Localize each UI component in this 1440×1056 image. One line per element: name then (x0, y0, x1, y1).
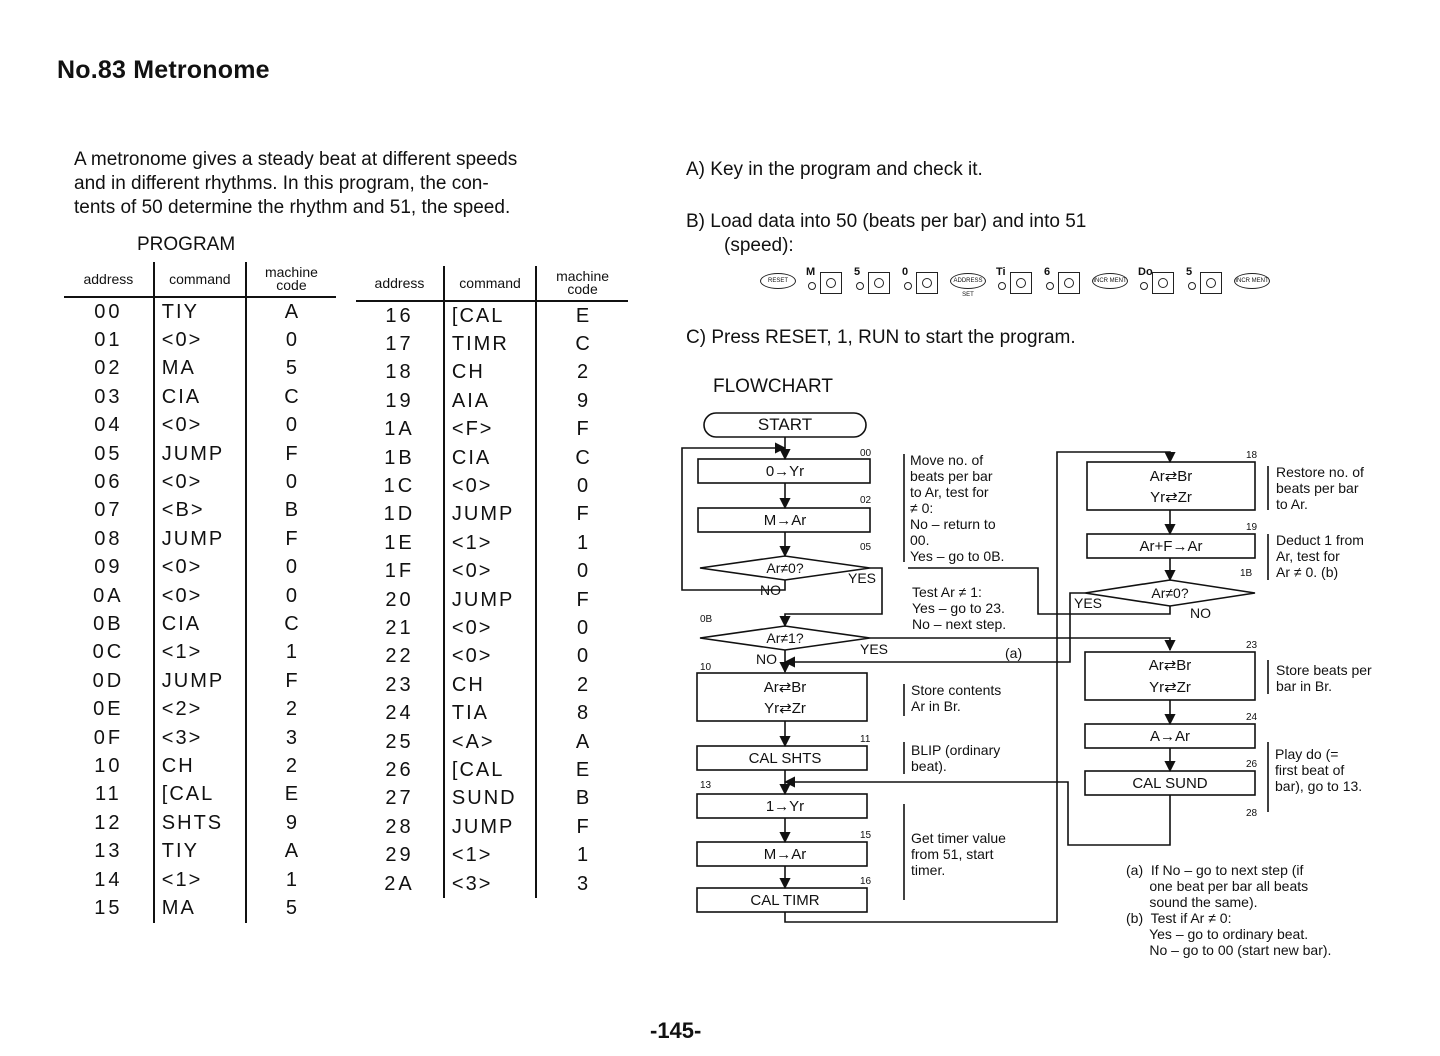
address-cell: 2A (384, 872, 415, 895)
address-cell: 1E (384, 531, 415, 554)
address-cell: 09 (94, 556, 123, 579)
note-line: to Ar, test for (910, 484, 989, 500)
decision-label: Ar≠1? (766, 630, 804, 646)
machine-code-cell: B (246, 497, 336, 525)
box-label: 0→Yr (765, 463, 805, 480)
command-cell: <3> (154, 724, 246, 752)
address-cell: 21 (385, 616, 414, 639)
box-label: Yr⇄Zr (764, 700, 806, 717)
address-cell: 03 (94, 385, 123, 408)
box-label: A→Ar (1149, 728, 1191, 745)
command-cell: CIA (444, 444, 536, 472)
footnotes (1126, 862, 1331, 958)
machine-code-cell: 0 (246, 554, 336, 582)
box-label: M→Ar (763, 512, 807, 529)
address-cell: 24 (385, 702, 414, 725)
machine-code-cell: A (536, 728, 628, 756)
command-cell: CIA (154, 383, 246, 411)
page-number: -145- (650, 1018, 702, 1043)
machine-code-cell: E (246, 781, 336, 809)
footnote-line: sound the same). (1126, 894, 1258, 910)
a-mark: (a) (1005, 645, 1023, 661)
address-cell: 27 (385, 787, 414, 810)
address-cell: 26 (385, 758, 414, 781)
address-cell: 0F (93, 726, 124, 749)
command-cell: SHTS (154, 809, 246, 837)
command-cell: CH (444, 359, 536, 387)
step-number: 18 (1246, 450, 1258, 461)
digit-key-icon: 5 (854, 268, 892, 294)
function-key-icon: RESET (760, 273, 796, 289)
command-cell: MA (154, 894, 246, 922)
command-cell: [CAL (444, 301, 536, 330)
note-line: to Ar. (1276, 496, 1308, 512)
command-cell: <1> (444, 529, 536, 557)
command-cell: <0> (154, 468, 246, 496)
machine-code-cell: 0 (246, 582, 336, 610)
machine-code-cell: C (246, 610, 336, 638)
address-cell: 0B (93, 612, 124, 635)
command-cell: SUND (444, 785, 536, 813)
note-line: No – next step. (912, 616, 1007, 632)
note-line: Test Ar ≠ 1: (912, 584, 982, 600)
step-number: 24 (1246, 712, 1258, 723)
decision-label: Ar≠0? (766, 560, 804, 576)
step-number: 16 (860, 876, 872, 887)
command-cell: <0> (154, 326, 246, 354)
address-cell: 1B (384, 446, 415, 469)
step-number: 26 (1246, 759, 1258, 770)
machine-code-cell: 1 (536, 841, 628, 869)
machine-code-cell: 3 (536, 870, 628, 898)
note-line: Get timer value (911, 830, 1006, 846)
command-cell: JUMP (444, 586, 536, 614)
header-address: address (356, 266, 444, 301)
note-line: Ar in Br. (911, 698, 961, 714)
machine-code-cell: F (246, 667, 336, 695)
note-line: Play do (= (1275, 746, 1339, 762)
start-label: START (757, 415, 813, 434)
address-cell: 08 (94, 527, 123, 550)
decision-label: Ar≠0? (1151, 585, 1189, 601)
note-store-beats (1276, 662, 1372, 694)
address-cell: 20 (385, 588, 414, 611)
function-key-icon: ADDRESS SET (950, 273, 986, 289)
intro-line: tents of 50 determine the rhythm and 51, the speed. (74, 197, 511, 218)
note-line: No – return to (910, 516, 996, 532)
page-title: No.83 Metronome (57, 56, 270, 84)
address-cell: 1D (383, 503, 416, 526)
address-cell: 18 (385, 361, 414, 384)
intro-line: and in different rhythms. In this program, the con- (74, 173, 489, 194)
command-cell: <0> (154, 554, 246, 582)
header-command: command (444, 266, 536, 301)
command-cell: TIA (444, 699, 536, 727)
command-cell: <0> (154, 582, 246, 610)
address-cell: 00 (94, 300, 123, 323)
step-number: 28 (1246, 808, 1258, 819)
step-number: 23 (1246, 640, 1258, 651)
note-line: BLIP (ordinary (911, 742, 1001, 758)
command-cell: JUMP (154, 525, 246, 553)
command-cell: <F> (444, 416, 536, 444)
yes-label: YES (848, 570, 877, 586)
note-restore-beats (1276, 464, 1364, 512)
note-line: bar), go to 13. (1275, 778, 1363, 794)
machine-code-cell: F (536, 416, 628, 444)
machine-code-cell: 0 (536, 472, 628, 500)
digit-key-icon: Ti (996, 268, 1034, 294)
machine-code-cell: C (246, 383, 336, 411)
machine-code-cell: 1 (246, 639, 336, 667)
command-cell: TIY (154, 837, 246, 865)
address-cell: 02 (94, 357, 123, 380)
address-cell: 13 (94, 840, 123, 863)
address-cell: 28 (385, 815, 414, 838)
note-line: 00. (910, 532, 930, 548)
command-cell: TIMR (444, 330, 536, 358)
box-label: CAL TIMR (750, 892, 820, 909)
box-label: 1→Yr (765, 798, 805, 815)
machine-code-cell: A (246, 837, 336, 865)
address-cell: 0A (93, 584, 124, 607)
machine-code-cell: 1 (246, 866, 336, 894)
step-number: 10 (700, 662, 712, 673)
machine-code-cell: 2 (536, 359, 628, 387)
step-number: 13 (700, 780, 712, 791)
digit-key-icon: 5 (1186, 268, 1224, 294)
note-line: timer. (911, 862, 946, 878)
machine-code-cell: F (246, 525, 336, 553)
machine-code-cell: 0 (246, 468, 336, 496)
header-machine-code: machine code (536, 266, 628, 301)
note-line: Ar, test for (1276, 548, 1340, 564)
footnote-line: (b) Test if Ar ≠ 0: (1126, 910, 1232, 926)
intro-line: A metronome gives a steady beat at different speeds (74, 149, 518, 170)
machine-code-cell: 0 (536, 614, 628, 642)
machine-code-cell: 9 (246, 809, 336, 837)
command-cell: JUMP (444, 813, 536, 841)
note-store-contents (911, 682, 1001, 714)
note-line: from 51, start (911, 846, 994, 862)
command-cell: CH (444, 671, 536, 699)
note-play-do (1275, 746, 1362, 794)
machine-code-cell: 5 (246, 355, 336, 383)
no-label: NO (1190, 605, 1211, 621)
machine-code-cell: F (246, 440, 336, 468)
note-line: Yes – go to 0B. (910, 548, 1005, 564)
command-cell: <0> (444, 472, 536, 500)
address-cell: 05 (94, 442, 123, 465)
command-cell: MA (154, 355, 246, 383)
digit-key-icon: 6 (1044, 268, 1082, 294)
command-cell: <0> (444, 558, 536, 586)
step-number: 02 (860, 495, 872, 506)
command-cell: <3> (444, 870, 536, 898)
machine-code-cell: 0 (536, 643, 628, 671)
address-cell: 0E (93, 698, 124, 721)
command-cell: TIY (154, 297, 246, 326)
note-line: beats per bar (910, 468, 993, 484)
machine-code-cell: 0 (246, 412, 336, 440)
box-label: Yr⇄Zr (1149, 679, 1191, 696)
command-cell: CIA (154, 610, 246, 638)
box-label: M→Ar (763, 846, 807, 863)
step-b-line: (speed): (724, 235, 794, 256)
note-move-beats (910, 452, 1004, 564)
machine-code-cell: A (246, 297, 336, 326)
machine-code-cell: C (536, 444, 628, 472)
note-deduct (1276, 532, 1364, 580)
address-cell: 19 (385, 389, 414, 412)
box-label: CAL SHTS (748, 750, 822, 767)
step-number: 00 (860, 448, 872, 459)
address-cell: 01 (94, 329, 123, 352)
address-cell: 14 (94, 868, 123, 891)
address-cell: 29 (385, 844, 414, 867)
address-cell: 22 (385, 645, 414, 668)
digit-key-icon: 0 (902, 268, 940, 294)
machine-code-cell: 2 (536, 671, 628, 699)
command-cell: <1> (444, 841, 536, 869)
step-number: 11 (860, 734, 871, 745)
digit-key-icon: M (806, 268, 844, 294)
address-cell: 1C (383, 475, 416, 498)
command-cell: <1> (154, 866, 246, 894)
note-line: Yes – go to 23. (912, 600, 1005, 616)
command-cell: [CAL (154, 781, 246, 809)
command-cell: CH (154, 752, 246, 780)
box-label: Yr⇄Zr (1150, 489, 1192, 506)
box-label: CAL SUND (1132, 775, 1208, 792)
command-cell: [CAL (444, 756, 536, 784)
header-machine-code: machine code (246, 262, 336, 297)
command-cell: JUMP (154, 440, 246, 468)
command-cell: JUMP (154, 667, 246, 695)
note-get-timer (911, 830, 1006, 878)
box-label: Ar+F→Ar (1139, 538, 1203, 555)
yes-label: YES (860, 641, 889, 657)
step-c: C) Press RESET, 1, RUN to start the program. (686, 327, 1076, 348)
footnote-line: one beat per bar all beats (1126, 878, 1309, 894)
command-cell: <0> (154, 412, 246, 440)
address-cell: 11 (95, 783, 122, 806)
note-blip (911, 742, 1000, 774)
note-line: beats per bar (1276, 480, 1359, 496)
machine-code-cell: 8 (536, 699, 628, 727)
yes-label: YES (1074, 595, 1103, 611)
footnote-line: No – go to 00 (start new bar). (1126, 942, 1332, 958)
note-line: Restore no. of (1276, 464, 1364, 480)
machine-code-cell: 1 (536, 529, 628, 557)
command-cell: AIA (444, 387, 536, 415)
step-number: 15 (860, 830, 872, 841)
machine-code-cell: 2 (246, 695, 336, 723)
address-cell: 1F (384, 560, 415, 583)
header-address: address (64, 262, 154, 297)
address-cell: 17 (385, 333, 414, 356)
step-a: A) Key in the program and check it. (686, 159, 983, 180)
no-label: NO (760, 582, 781, 598)
address-cell: 15 (94, 896, 123, 919)
machine-code-cell: 0 (536, 558, 628, 586)
address-cell: 07 (94, 499, 123, 522)
note-line: Store beats per (1276, 662, 1372, 678)
step-number: 1B (1240, 568, 1253, 579)
machine-code-cell: 2 (246, 752, 336, 780)
function-key-icon: INCR MENT (1234, 273, 1270, 289)
note-line: ≠ 0: (910, 500, 934, 516)
box-label: Ar⇄Br (1149, 468, 1193, 485)
address-cell: 25 (385, 730, 414, 753)
command-cell: JUMP (444, 501, 536, 529)
header-command: command (154, 262, 246, 297)
program-label: PROGRAM (137, 234, 236, 255)
footnote-line: Yes – go to ordinary beat. (1126, 926, 1309, 942)
note-line: bar in Br. (1276, 678, 1333, 694)
address-cell: 12 (94, 811, 123, 834)
step-number: 0B (700, 614, 713, 625)
address-cell: 23 (385, 673, 414, 696)
address-cell: 10 (94, 754, 123, 777)
box-label: Ar⇄Br (763, 679, 807, 696)
command-cell: <0> (444, 614, 536, 642)
digit-key-icon: Do (1138, 268, 1176, 294)
note-test-ar-1 (912, 584, 1006, 632)
address-cell: 0D (92, 669, 125, 692)
machine-code-cell: B (536, 785, 628, 813)
machine-code-cell: C (536, 330, 628, 358)
machine-code-cell: E (536, 756, 628, 784)
step-number: 05 (860, 542, 872, 553)
note-line: beat). (911, 758, 947, 774)
command-cell: <1> (154, 639, 246, 667)
machine-code-cell: 0 (246, 326, 336, 354)
note-line: Move no. of (910, 452, 984, 468)
machine-code-cell: 3 (246, 724, 336, 752)
machine-code-cell: F (536, 501, 628, 529)
footnote-line: (a) If No – go to next step (if (1126, 862, 1304, 878)
machine-code-cell: F (536, 586, 628, 614)
note-line: Deduct 1 from (1276, 532, 1364, 548)
address-cell: 1A (384, 418, 415, 441)
box-label: Ar⇄Br (1148, 657, 1192, 674)
note-line: Ar ≠ 0. (b) (1276, 564, 1339, 580)
step-b-line: B) Load data into 50 (beats per bar) and into 51 (686, 211, 1087, 232)
command-cell: <0> (444, 643, 536, 671)
flowchart-label: FLOWCHART (713, 376, 833, 397)
address-cell: 0C (92, 641, 125, 664)
address-cell: 06 (94, 471, 123, 494)
machine-code-cell: E (536, 301, 628, 330)
command-cell: <A> (444, 728, 536, 756)
no-label: NO (756, 651, 777, 667)
command-cell: <B> (154, 497, 246, 525)
address-cell: 04 (94, 414, 123, 437)
machine-code-cell: 5 (246, 894, 336, 922)
address-cell: 16 (385, 304, 414, 327)
note-line: first beat of (1275, 762, 1345, 778)
command-cell: <2> (154, 695, 246, 723)
function-key-icon: INCR MENT (1092, 273, 1128, 289)
step-number: 19 (1246, 522, 1258, 533)
machine-code-cell: F (536, 813, 628, 841)
note-line: Store contents (911, 682, 1002, 698)
machine-code-cell: 9 (536, 387, 628, 415)
